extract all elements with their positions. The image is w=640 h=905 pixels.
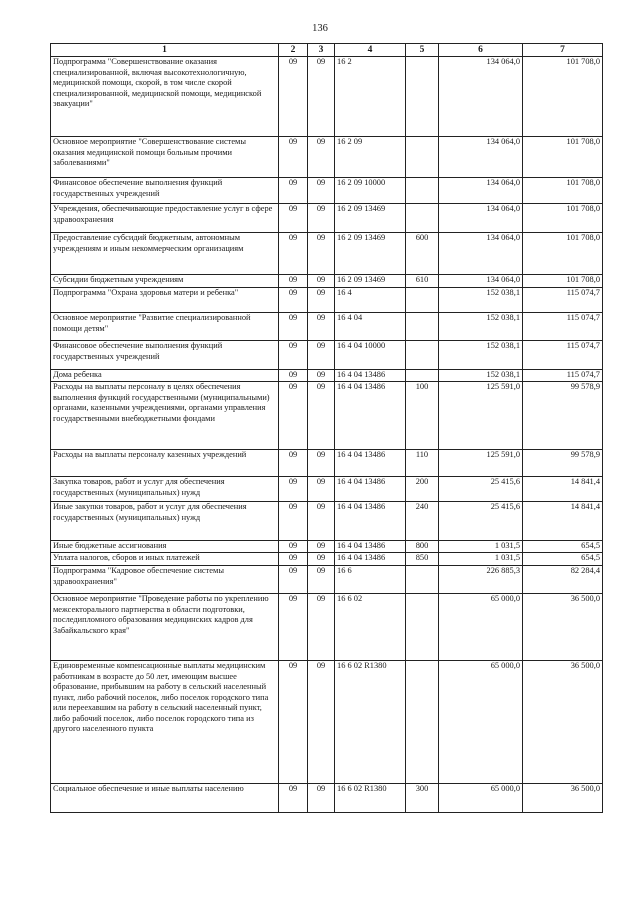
table-row [51,341,603,370]
target-article-cell: 16 6 02 [335,594,406,661]
section-code-cell: 09 [279,450,308,477]
budget-table [50,43,603,813]
amount-plan-cell: 65 000,0 [439,661,523,784]
item-name-cell: Единовременные компенсационные выплаты медицинским работникам в возрасте до 50 лет, имеющим высшее образование, прибывшим на работу в сельский населенный пункт, либо рабочий поселок, либо поселок городского типа или переехавшим на работу в сельский населенный пункт, либо рабочий поселок, либо поселок городского типа из другого населенного пункта [51,661,279,784]
table-row [51,784,603,813]
item-name-cell: Иные закупки товаров, работ и услуг для обеспечения государственных (муниципальных) нужд [51,502,279,541]
target-article-cell: 16 4 04 [335,313,406,341]
expense-type-cell: 850 [406,553,439,566]
table-row [51,566,603,594]
item-name-cell: Учреждения, обеспечивающие предоставление услуг в сфере здравоохранения [51,204,279,233]
item-name-cell: Закупка товаров, работ и услуг для обеспечения государственных (муниципальных) нужд [51,477,279,502]
table-row [51,450,603,477]
table-row [51,553,603,566]
amount-plan-cell: 134 064,0 [439,204,523,233]
page-number: 136 [312,23,328,34]
amount-plan-cell: 152 038,1 [439,341,523,370]
target-article-cell: 16 2 [335,57,406,137]
target-article-cell: 16 4 04 10000 [335,341,406,370]
column-header: 1 [51,44,279,57]
target-article-cell: 16 2 09 [335,137,406,178]
amount-actual-cell: 36 500,0 [523,661,603,784]
item-name-cell: Дома ребенка [51,370,279,382]
target-article-cell: 16 4 04 13486 [335,502,406,541]
amount-actual-cell: 101 708,0 [523,178,603,204]
subsection-code-cell: 09 [308,288,335,313]
table-row [51,275,603,288]
expense-type-cell: 100 [406,382,439,450]
amount-actual-cell: 115 074,7 [523,313,603,341]
amount-actual-cell: 99 578,9 [523,450,603,477]
section-code-cell: 09 [279,594,308,661]
amount-actual-cell: 101 708,0 [523,57,603,137]
subsection-code-cell: 09 [308,57,335,137]
item-name-cell: Подпрограмма "Кадровое обеспечение системы здравоохранения" [51,566,279,594]
expense-type-cell [406,370,439,382]
table-body [51,57,603,813]
amount-actual-cell: 101 708,0 [523,137,603,178]
amount-actual-cell: 101 708,0 [523,204,603,233]
section-code-cell: 09 [279,288,308,313]
subsection-code-cell: 09 [308,204,335,233]
amount-plan-cell: 65 000,0 [439,784,523,813]
table-row [51,57,603,137]
subsection-code-cell: 09 [308,178,335,204]
subsection-code-cell: 09 [308,566,335,594]
expense-type-cell: 240 [406,502,439,541]
target-article-cell: 16 6 02 R1380 [335,784,406,813]
target-article-cell: 16 4 04 13486 [335,553,406,566]
target-article-cell: 16 6 [335,566,406,594]
table-row [51,204,603,233]
amount-actual-cell: 14 841,4 [523,502,603,541]
table-row [51,477,603,502]
table-row [51,661,603,784]
expense-type-cell: 600 [406,233,439,275]
section-code-cell: 09 [279,541,308,553]
subsection-code-cell: 09 [308,661,335,784]
amount-plan-cell: 25 415,6 [439,502,523,541]
subsection-code-cell: 09 [308,370,335,382]
amount-actual-cell: 115 074,7 [523,370,603,382]
item-name-cell: Иные бюджетные ассигнования [51,541,279,553]
column-header: 5 [406,44,439,57]
expense-type-cell: 610 [406,275,439,288]
expense-type-cell: 200 [406,477,439,502]
target-article-cell: 16 2 09 10000 [335,178,406,204]
expense-type-cell: 300 [406,784,439,813]
amount-plan-cell: 125 591,0 [439,382,523,450]
subsection-code-cell: 09 [308,477,335,502]
amount-actual-cell: 115 074,7 [523,341,603,370]
table-row [51,502,603,541]
target-article-cell: 16 2 09 13469 [335,275,406,288]
amount-plan-cell: 152 038,1 [439,288,523,313]
expense-type-cell [406,594,439,661]
expense-type-cell [406,178,439,204]
amount-plan-cell: 65 000,0 [439,594,523,661]
amount-actual-cell: 654,5 [523,541,603,553]
subsection-code-cell: 09 [308,275,335,288]
expense-type-cell [406,566,439,594]
table-row [51,137,603,178]
item-name-cell: Финансовое обеспечение выполнения функций государственных учреждений [51,178,279,204]
amount-plan-cell: 25 415,6 [439,477,523,502]
amount-actual-cell: 115 074,7 [523,288,603,313]
subsection-code-cell: 09 [308,233,335,275]
section-code-cell: 09 [279,566,308,594]
column-header: 2 [279,44,308,57]
section-code-cell: 09 [279,313,308,341]
section-code-cell: 09 [279,275,308,288]
section-code-cell: 09 [279,204,308,233]
item-name-cell: Субсидии бюджетным учреждениям [51,275,279,288]
section-code-cell: 09 [279,341,308,370]
table-row [51,178,603,204]
subsection-code-cell: 09 [308,450,335,477]
expense-type-cell [406,661,439,784]
amount-actual-cell: 36 500,0 [523,594,603,661]
amount-plan-cell: 134 064,0 [439,137,523,178]
item-name-cell: Основное мероприятие "Совершенствование системы оказания медицинской помощи больным прочими заболеваниями" [51,137,279,178]
subsection-code-cell: 09 [308,784,335,813]
expense-type-cell [406,313,439,341]
amount-actual-cell: 14 841,4 [523,477,603,502]
section-code-cell: 09 [279,233,308,275]
table-row [51,288,603,313]
item-name-cell: Основное мероприятие "Проведение работы по укреплению межсекторального партнерства в области подготовки, последипломного образования медицинских кадров для Забайкальского края" [51,594,279,661]
section-code-cell: 09 [279,502,308,541]
column-header: 3 [308,44,335,57]
section-code-cell: 09 [279,382,308,450]
table-row [51,382,603,450]
amount-plan-cell: 134 064,0 [439,233,523,275]
item-name-cell: Социальное обеспечение и иные выплаты населению [51,784,279,813]
amount-plan-cell: 134 064,0 [439,57,523,137]
target-article-cell: 16 4 04 13486 [335,370,406,382]
amount-actual-cell: 99 578,9 [523,382,603,450]
amount-plan-cell: 226 885,3 [439,566,523,594]
target-article-cell: 16 6 02 R1380 [335,661,406,784]
subsection-code-cell: 09 [308,553,335,566]
target-article-cell: 16 4 04 13486 [335,541,406,553]
table-row [51,233,603,275]
item-name-cell: Предоставление субсидий бюджетным, автономным учреждениям и иным некоммерческим организациям [51,233,279,275]
expense-type-cell [406,57,439,137]
item-name-cell: Финансовое обеспечение выполнения функций государственных учреждений [51,341,279,370]
section-code-cell: 09 [279,57,308,137]
section-code-cell: 09 [279,661,308,784]
expense-type-cell [406,204,439,233]
item-name-cell: Подпрограмма "Охрана здоровья матери и ребенка" [51,288,279,313]
section-code-cell: 09 [279,553,308,566]
amount-plan-cell: 1 031,5 [439,541,523,553]
target-article-cell: 16 4 [335,288,406,313]
section-code-cell: 09 [279,784,308,813]
table-row [51,541,603,553]
section-code-cell: 09 [279,137,308,178]
subsection-code-cell: 09 [308,313,335,341]
target-article-cell: 16 2 09 13469 [335,204,406,233]
item-name-cell: Уплата налогов, сборов и иных платежей [51,553,279,566]
column-header: 7 [523,44,603,57]
subsection-code-cell: 09 [308,502,335,541]
expense-type-cell [406,341,439,370]
target-article-cell: 16 4 04 13486 [335,477,406,502]
column-header: 6 [439,44,523,57]
table-header-row [51,44,603,57]
expense-type-cell: 800 [406,541,439,553]
amount-plan-cell: 152 038,1 [439,313,523,341]
expense-type-cell [406,288,439,313]
amount-actual-cell: 654,5 [523,553,603,566]
subsection-code-cell: 09 [308,341,335,370]
table-row [51,313,603,341]
item-name-cell: Расходы на выплаты персоналу в целях обеспечения выполнения функций государственными (муниципальными) органами, казенными учреждениями, органами управления государственными внебюджетными фондами [51,382,279,450]
amount-plan-cell: 152 038,1 [439,370,523,382]
section-code-cell: 09 [279,370,308,382]
amount-plan-cell: 1 031,5 [439,553,523,566]
subsection-code-cell: 09 [308,594,335,661]
amount-actual-cell: 101 708,0 [523,275,603,288]
subsection-code-cell: 09 [308,541,335,553]
target-article-cell: 16 4 04 13486 [335,382,406,450]
amount-plan-cell: 134 064,0 [439,275,523,288]
subsection-code-cell: 09 [308,382,335,450]
item-name-cell: Подпрограмма "Совершенствование оказания специализированной, включая высокотехнологичную, медицинской помощи, скорой, в том числе скорой специализированной, медицинской помощи, медицинской эвакуации" [51,57,279,137]
amount-plan-cell: 134 064,0 [439,178,523,204]
table-row [51,370,603,382]
target-article-cell: 16 2 09 13469 [335,233,406,275]
amount-plan-cell: 125 591,0 [439,450,523,477]
section-code-cell: 09 [279,477,308,502]
table-row [51,594,603,661]
expense-type-cell: 110 [406,450,439,477]
item-name-cell: Расходы на выплаты персоналу казенных учреждений [51,450,279,477]
amount-actual-cell: 82 284,4 [523,566,603,594]
expense-type-cell [406,137,439,178]
target-article-cell: 16 4 04 13486 [335,450,406,477]
section-code-cell: 09 [279,178,308,204]
subsection-code-cell: 09 [308,137,335,178]
item-name-cell: Основное мероприятие "Развитие специализированной помощи детям" [51,313,279,341]
amount-actual-cell: 101 708,0 [523,233,603,275]
column-header: 4 [335,44,406,57]
amount-actual-cell: 36 500,0 [523,784,603,813]
